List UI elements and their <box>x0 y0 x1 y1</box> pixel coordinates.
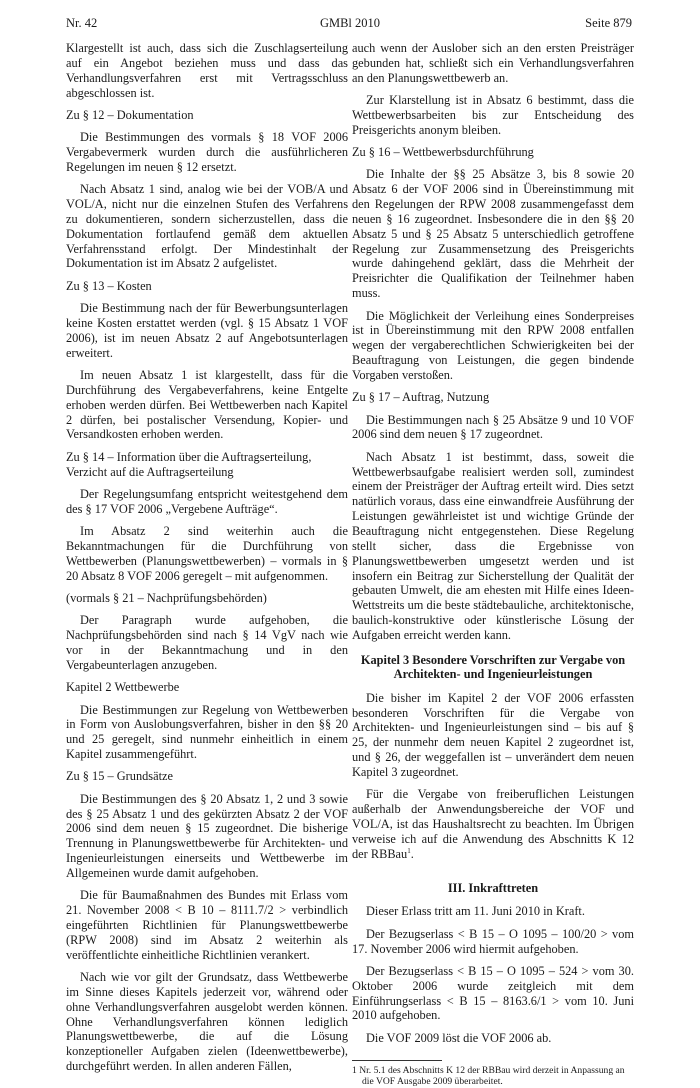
body-paragraph <box>66 613 348 672</box>
paragraph-text: . <box>410 846 414 861</box>
footnote-marker: 1 <box>407 846 411 855</box>
body-paragraph <box>66 970 348 1074</box>
paragraph-text: Dieser Erlass tritt am 11. Juni 2010 in Kraft. <box>366 904 585 919</box>
part-heading <box>352 881 634 896</box>
paragraph-text: Nach Absatz 1 sind, analog wie bei der VOB/A und VOL/A, nicht nur die einzelnen Stufen des Verfahrens zu dokumentieren, sondern sicherzustellen, dass die Dokumentation fortlaufend gemäß dem aktuellen Verfahrensstand erfolgt. Der Mindestinhalt der Dokumentation ist im Absatz 2 aufgelistet. <box>66 182 348 271</box>
body-paragraph <box>352 904 634 919</box>
paragraph-text: Zu § 15 – Grundsätze <box>66 769 173 784</box>
paragraph-text: Die Möglichkeit der Verleihung eines Sonderpreises ist in Übereinstimmung mit den RPW 2008 entfallen wegen der vergaberechtlichen Schwierigkeiten bei der Beauftragung von Leistungen, die gegen bindende Vorgaben verstoßen. <box>352 308 634 382</box>
paragraph-text: Zur Klarstellung ist in Absatz 6 bestimmt, dass die Wettbewerbsarbeiten bis zur Entscheidung des Preisgerichts anonym bleiben. <box>352 93 634 137</box>
paragraph-text: Die für Baumaßnahmen des Bundes mit Erlass vom 21. November 2008 < B 10 – 8111.7/2 > verbindlich eingeführten Richtlinien für Planungswettbewerbe (RPW 2008) sind im Absatz 2 weiterhin als veröffentlichte einheitliche Richtlinien verankert. <box>66 888 348 962</box>
body-paragraph <box>352 691 634 780</box>
section-heading <box>66 108 348 123</box>
paragraph-text: Der Regelungsumfang entspricht weitestgehend dem des § 17 VOF 2006 „Vergebene Aufträge“. <box>66 486 348 516</box>
paragraph-text: Nach wie vor gilt der Grundsatz, dass Wettbewerbe im Sinne dieses Kapitels jederzeit vor, während oder ohne Verhandlungsverfahren ausgelobt werden können. Ohne Verhandlungsverfahren können lediglich Planungswettbewerbe, die auf die Lösung konzeptioneller Aufgaben zielen (Ideenwettbewerbe), durchgeführt werden. In allen anderen Fällen, <box>66 970 348 1074</box>
paragraph-text: Der Bezugserlass < B 15 – O 1095 – 524 > vom 30. Oktober 2006 wurde zeitgleich mit dem Einführungserlass < B 15 – 8163.6/1 > vom 10. Juni 2010 aufgehoben. <box>352 963 634 1023</box>
section-heading <box>66 591 348 606</box>
body-paragraph <box>66 182 348 271</box>
body-paragraph <box>352 167 634 301</box>
footnote-text: Nr. 5.1 des Abschnitts K 12 der RBBau wird derzeit in Anpassung an die VOF Ausgabe 2009 überarbeitet. <box>356 1064 625 1088</box>
body-paragraph <box>66 41 348 100</box>
paragraph-text: Die Bestimmungen des vormals § 18 VOF 2006 Vergabevermerk wurden durch die ausführlicheren Regelungen im neuen § 12 ersetzt. <box>66 130 348 174</box>
body-paragraph <box>352 309 634 383</box>
paragraph-text: Der Bezugserlass < B 15 – O 1095 – 100/20 > vom 17. November 2006 wird hiermit aufgehoben. <box>352 926 634 956</box>
section-heading <box>66 680 348 695</box>
body-paragraph <box>352 413 634 443</box>
paragraph-text: Nach Absatz 1 ist bestimmt, dass, soweit die Wettbewerbsaufgabe realisiert werden soll, zumindest einem der Preisträger der Auftrag erteilt wird. Dies setzt natürlich voraus, dass eine einwandfreie Ausführung der Leistungen gewährleistet ist und wichtige Gründe der Beauftragung nicht entgegenstehen. Diese Regelung stellt sicher, dass die Ergebnisse von Planungswettbewerben umgesetzt werden und ist insofern ein Beitrag zur Sicherstellung der Qualität der gebauten Umwelt, die am ehesten mit Hilfe eines Ideen-Wettstreits um die beste städtebauliche, architektonische, baulich-konstruktive oder künstlerische Lösung der Aufgaben erreicht werden kann. <box>352 449 634 642</box>
section-heading <box>66 450 348 480</box>
paragraph-text: Die VOF 2009 löst die VOF 2006 ab. <box>366 1030 552 1045</box>
paragraph-text: Die Inhalte der §§ 25 Absätze 3, bis 8 sowie 20 Absatz 6 der VOF 2006 sind in Übereinstimmung mit den Regelungen der RPW 2008 zusammengefasst dem neuen § 16 zugeordnet. Insbesondere die in den §§ 20 Absatz 5 und § 25 Absatz 5 unterschiedlich getroffene Regelung zur Zusammensetzung des Preisgerichts wurde dahingehend geklärt, dass die Mehrheit der Preisrichter die Qualifikation der Teilnehmer haben muss. <box>352 167 634 301</box>
body-paragraph <box>66 368 348 442</box>
body-paragraph <box>66 301 348 360</box>
paragraph-text: Zu § 13 – Kosten <box>66 278 152 293</box>
body-paragraph <box>66 524 348 583</box>
body-paragraph <box>352 787 634 861</box>
body-paragraph <box>352 927 634 957</box>
footnote <box>352 1065 634 1088</box>
left-column <box>66 41 348 1081</box>
section-heading <box>352 145 634 160</box>
paragraph-text: Die Bestimmungen nach § 25 Absätze 9 und 10 VOF 2006 sind dem neuen § 17 zugeordnet. <box>352 412 634 442</box>
footnote-rule <box>352 1060 442 1061</box>
body-paragraph <box>352 450 634 643</box>
paragraph-text: Zu § 17 – Auftrag, Nutzung <box>352 390 490 405</box>
paragraph-text: Die Bestimmungen zur Regelung von Wettbewerben in Form von Auslobungsverfahren, bisher in den §§ 20 und 25 geregelt, sind nunmehr einheitlich in einem Kapitel zusammengeführt. <box>66 702 348 762</box>
paragraph-text: (vormals § 21 – Nachprüfungsbehörden) <box>66 591 267 605</box>
journal-title: GMBl 2010 <box>319 16 381 30</box>
body-paragraph <box>66 487 348 517</box>
footnote-number: 1 <box>352 1064 357 1076</box>
paragraph-text: Zu § 14 – Information über die Auftragserteilung, Verzicht auf die Auftragserteilung <box>66 449 312 479</box>
page-header <box>0 16 700 34</box>
paragraph-text: Die Bestimmung nach der für Bewerbungsunterlagen keine Kosten erstattet werden (vgl. § 15 Absatz 1 VOF 2006), ist im neuen Absatz 2 auf Angebotsunterlagen erweitert. <box>66 301 348 360</box>
paragraph-text: auch wenn der Auslober sich an den ersten Preisträger gebunden hat, schließt sich ein Verhandlungsverfahren an den Planungswettbewerb an. <box>352 41 634 85</box>
paragraph-text: Kapitel 3 Besondere Vorschriften zur Vergabe von Architekten- und Ingenieurleistungen <box>360 652 626 682</box>
section-heading <box>66 769 348 784</box>
paragraph-text: Die bisher im Kapitel 2 der VOF 2006 erfassten besonderen Vorschriften für die Vergabe von Architekten- und Ingenieurleistungen sind – bis auf § 25, der nunmehr dem neuen Kapitel 2 zugeordnet ist, und § 26, der weggefallen ist – unverändert dem neuen Kapitel 3 zugeordnet. <box>352 690 634 779</box>
body-paragraph <box>352 93 634 138</box>
paragraph-text: Zu § 16 – Wettbewerbsdurchführung <box>352 145 534 160</box>
body-paragraph <box>352 1031 634 1046</box>
body-paragraph <box>66 888 348 962</box>
paragraph-text: Kapitel 2 Wettbewerbe <box>66 680 180 695</box>
body-paragraph <box>352 964 634 1023</box>
body-paragraph <box>66 130 348 175</box>
paragraph-text: Klargestellt ist auch, dass sich die Zuschlagserteilung auf ein Angebot beziehen muss und dass das Verhandlungsverfahren erst mit Vertragsschluss abgeschlossen ist. <box>66 41 348 100</box>
page-number: Seite 879 <box>585 16 632 30</box>
section-heading <box>66 279 348 294</box>
paragraph-text: Der Paragraph wurde aufgehoben, die Nachprüfungsbehörden sind nach § 14 VgV nach wie vor in der Bekanntmachung und in den Vergabeunterlagen anzugeben. <box>66 613 348 672</box>
body-paragraph <box>66 792 348 881</box>
paragraph-text: Im neuen Absatz 1 ist klargestellt, dass für die Durchführung des Vergabeverfahrens, keine Entgelte erhoben werden dürfen. Bei Wettbewerben nach Kapitel 2 dürfen, bei postalischer Versendung, Kopier- und Versandkosten erhoben werden. <box>66 368 348 442</box>
section-heading <box>352 390 634 405</box>
paragraph-text: Zu § 12 – Dokumentation <box>66 107 194 122</box>
issue-number: Nr. 42 <box>66 16 98 30</box>
chapter-heading <box>352 653 634 682</box>
right-column <box>352 41 634 1088</box>
body-paragraph <box>352 41 634 86</box>
paragraph-text: Im Absatz 2 sind weiterhin auch die Bekanntmachungen für die Durchführung von Wettbewerben (Planungswettbewerben) – vormals in § 20 Absatz 8 VOF 2006 geregelt – mit aufgenommen. <box>66 524 348 583</box>
paragraph-text: III. Inkrafttreten <box>447 880 539 895</box>
body-paragraph <box>66 703 348 762</box>
paragraph-text: Für die Vergabe von freiberuflichen Leistungen außerhalb der Anwendungsbereiche der VOF und VOL/A, ist das Haushaltsrecht zu beachten. Im Übrigen verweise ich auf die Anwendung des Abschnitts K 12 der RBBau <box>352 787 634 861</box>
paragraph-text: Die Bestimmungen des § 20 Absatz 1, 2 und 3 sowie des § 25 Absatz 1 und des gekürzten Absatz 2 der VOF 2006 sind dem neuen § 15 zugeordnet. Die bisherige Trennung in Planungswettbewerbe für Architekten- und Ingenieurleistungen einerseits und Wettbewerbe im Allgemeinen wurde damit aufgehoben. <box>66 791 348 880</box>
